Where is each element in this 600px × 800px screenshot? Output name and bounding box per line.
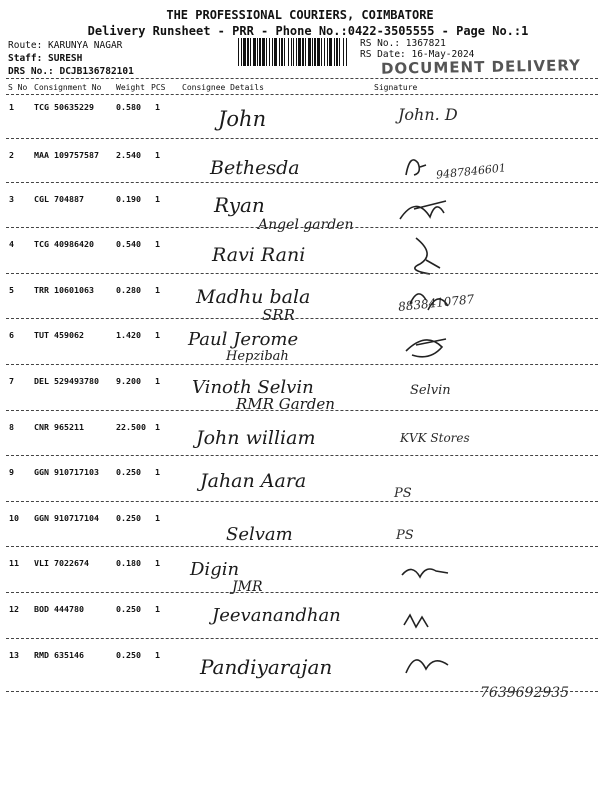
row-divider <box>6 318 598 319</box>
row-sno: 10 <box>9 513 19 523</box>
row-pcs: 1 <box>155 558 160 568</box>
table-row <box>0 371 600 419</box>
signature-text: 7639692935 <box>480 685 570 701</box>
row-divider <box>6 691 598 692</box>
table-row <box>0 553 600 601</box>
row-sno: 5 <box>9 285 14 295</box>
row-divider <box>6 227 598 228</box>
runsheet-subtitle: Delivery Runsheet - PRR - Phone No.:0422-3505555 - Page No.:1 <box>87 24 529 38</box>
table-row <box>0 599 600 647</box>
row-weight: 0.280 <box>116 285 141 295</box>
row-consignment: BOD 444780 <box>34 604 84 614</box>
rs-number: RS No.: 1367821 <box>360 38 446 49</box>
signature-scribble <box>396 645 476 689</box>
row-pcs: 1 <box>155 604 160 614</box>
row-sno: 3 <box>9 194 14 204</box>
table-row <box>0 280 600 328</box>
col-weight: Weight <box>116 83 145 92</box>
table-row <box>0 189 600 237</box>
row-weight: 0.540 <box>116 239 141 249</box>
row-divider <box>6 410 598 411</box>
row-weight: 0.190 <box>116 194 141 204</box>
row-consignment: TUT 459062 <box>34 330 84 340</box>
row-weight: 0.250 <box>116 604 141 614</box>
consignee-handwriting-line2: Hepzibah <box>226 349 289 364</box>
signature-text: 9487846601 <box>435 161 507 182</box>
row-divider <box>6 501 598 502</box>
company-title: THE PROFESSIONAL COURIERS, COIMBATORE <box>166 8 434 22</box>
header-divider <box>6 78 598 79</box>
row-weight: 2.540 <box>116 150 141 160</box>
consignee-handwriting-line2: JMR <box>232 579 263 595</box>
consignee-handwriting: Bethesda <box>210 157 300 179</box>
row-weight: 0.250 <box>116 513 141 523</box>
row-weight: 0.180 <box>116 558 141 568</box>
table-row <box>0 462 600 510</box>
consignee-handwriting: Jahan Aara <box>200 470 307 492</box>
consignee-handwriting-line2: Angel garden <box>258 217 354 233</box>
row-divider <box>6 364 598 365</box>
consignee-handwriting: John <box>218 107 267 131</box>
consignee-handwriting: Paul Jerome <box>188 329 299 350</box>
row-weight: 0.250 <box>116 467 141 477</box>
consignee-handwriting: Ryan <box>214 193 265 217</box>
consignee-handwriting: Jeevanandhan <box>212 605 341 626</box>
route-label: Route: KARUNYA NAGAR <box>8 40 123 51</box>
signature-scribble <box>396 234 476 278</box>
row-sno: 2 <box>9 150 14 160</box>
consignee-handwriting: Selvam <box>226 524 293 545</box>
row-sno: 12 <box>9 604 19 614</box>
signature-text: John. D <box>398 105 458 124</box>
signature-text: PS <box>396 528 414 543</box>
table-row <box>0 145 600 193</box>
signature-scribble <box>396 599 476 643</box>
row-sno: 9 <box>9 467 14 477</box>
col-signature: Signature <box>374 83 418 92</box>
row-sno: 8 <box>9 422 14 432</box>
consignee-handwriting: Pandiyarajan <box>200 655 333 679</box>
consignee-handwriting: Ravi Rani <box>212 244 306 266</box>
row-pcs: 1 <box>155 102 160 112</box>
row-weight: 1.420 <box>116 330 141 340</box>
table-row <box>0 417 600 465</box>
row-pcs: 1 <box>155 285 160 295</box>
row-weight: 22.500 <box>116 422 146 432</box>
row-sno: 11 <box>9 558 19 568</box>
row-pcs: 1 <box>155 376 160 386</box>
consignee-handwriting: Madhu bala <box>196 286 311 308</box>
signature-text: Selvin <box>410 383 451 398</box>
row-consignment: TCG 50635229 <box>34 102 94 112</box>
row-consignment: CGL 704887 <box>34 194 84 204</box>
row-pcs: 1 <box>155 422 160 432</box>
row-consignment: MAA 109757587 <box>34 150 99 160</box>
row-sno: 13 <box>9 650 19 660</box>
row-divider <box>6 592 598 593</box>
row-pcs: 1 <box>155 467 160 477</box>
header-bottom-divider <box>6 94 598 95</box>
table-row <box>0 508 600 556</box>
table-row <box>0 97 600 145</box>
table-row <box>0 234 600 282</box>
row-pcs: 1 <box>155 150 160 160</box>
row-pcs: 1 <box>155 330 160 340</box>
row-consignment: DEL 529493780 <box>34 376 99 386</box>
consignee-handwriting-line2: SRR <box>262 306 295 324</box>
table-row <box>0 645 600 701</box>
row-weight: 0.580 <box>116 102 141 112</box>
row-pcs: 1 <box>155 513 160 523</box>
col-consignee: Consignee Details <box>182 83 264 92</box>
consignee-handwriting: Digin <box>190 559 240 580</box>
col-sno: S No <box>8 83 28 92</box>
row-consignment: CNR 965211 <box>34 422 84 432</box>
row-consignment: VLI 7022674 <box>34 558 89 568</box>
row-sno: 6 <box>9 330 14 340</box>
drs-number: DRS No.: DCJB136782101 <box>8 66 134 77</box>
signature-scribble <box>396 553 476 597</box>
row-sno: 7 <box>9 376 14 386</box>
signature-text: KVK Stores <box>400 431 470 445</box>
row-pcs: 1 <box>155 194 160 204</box>
barcode-image <box>238 38 350 66</box>
row-divider <box>6 455 598 456</box>
row-weight: 0.250 <box>116 650 141 660</box>
consignee-handwriting: John william <box>196 427 316 449</box>
row-sno: 4 <box>9 239 14 249</box>
row-pcs: 1 <box>155 239 160 249</box>
row-sno: 1 <box>9 102 14 112</box>
row-weight: 9.200 <box>116 376 141 386</box>
staff-label: Staff: SURESH <box>8 53 83 64</box>
row-consignment: GGN 910717104 <box>34 513 99 523</box>
consignee-handwriting: Vinoth Selvin <box>192 377 314 398</box>
row-divider <box>6 638 598 639</box>
col-consignment: Consignment No <box>34 83 102 92</box>
table-row <box>0 325 600 373</box>
col-pcs: PCS <box>151 83 166 92</box>
row-pcs: 1 <box>155 650 160 660</box>
document-delivery-stamp: DOCUMENT DELIVERY <box>380 56 582 78</box>
row-divider <box>6 182 598 183</box>
row-consignment: RMD 635146 <box>34 650 84 660</box>
signature-text: PS <box>394 486 412 501</box>
row-consignment: TRR 10601063 <box>34 285 94 295</box>
rs-date: RS Date: 16-May-2024 <box>360 49 475 60</box>
row-divider <box>6 273 598 274</box>
signature-scribble <box>396 325 476 369</box>
signature-text: 8838410787 <box>397 292 475 314</box>
row-divider <box>6 138 598 139</box>
row-consignment: TCG 40986420 <box>34 239 94 249</box>
consignee-handwriting-line2: RMR Garden <box>236 395 335 413</box>
row-consignment: GGN 910717103 <box>34 467 99 477</box>
row-divider <box>6 546 598 547</box>
